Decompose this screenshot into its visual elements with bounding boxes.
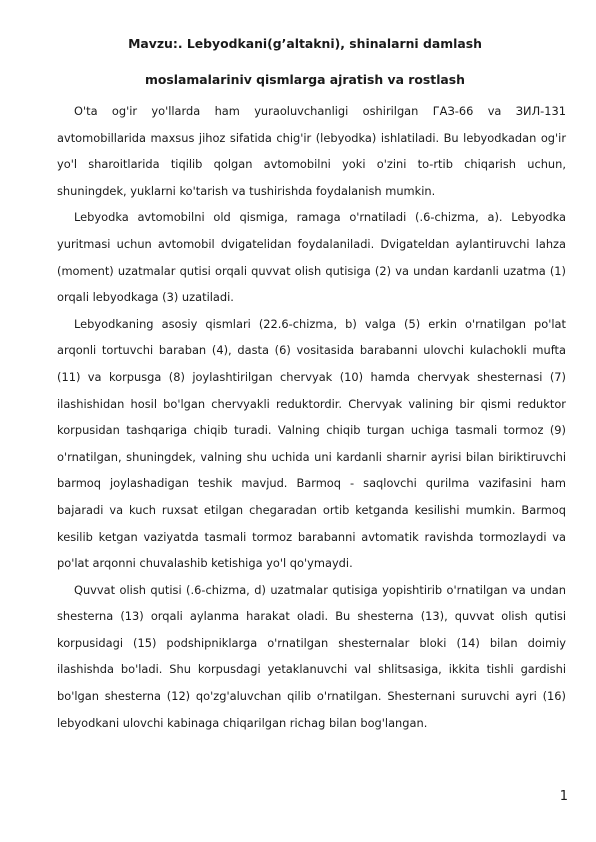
paragraph-3: Lebyodkaning asosiy qismlari (22.6-chizma, b) valga (5) erkin o'rnatilgan po'lat arqonli tortuvchi baraban (4), dasta (6) vositasida barabanni ulovchi kulachokli mufta (11) va korpusga (8) joylashtirilgan chervyak (10) hamda chervyak shesternasi (7) ilashishidan hosil bo'lgan chervyakli reduktordir. Chervyak valining bir qismi reduktor korpusidan tashqariga chiqib turadi. Valning chiqib turgan uchiga tasmali tormoz (9) o'rnatilgan, shuningdek, valning shu uchida uni kardanli sharnir ayrisi bilan biriktiruvchi barmoq joylashadigan teshik mavjud. Barmoq - saqlovchi qurilma vazifasini ham bajaradi va kuch ruxsat etilgan chegaradan ortib ketganda kesilishi mumkin. Barmoq kesilib ketgan vaziyatda tasmali tormoz barabanni avtomatik ravishda tormozlaydi va po'lat arqonni chuvalashib ketishiga yo'l qo'ymaydi. <box>57 316 566 571</box>
page-title <box>60 26 550 98</box>
title-line-1: Mavzu:. Lebyodkani(g’altakni), shinalarni damlash <box>128 36 482 51</box>
paragraph-2: Lebyodka avtomobilni old qismiga, ramaga o'rnatiladi (.6-chizma, a). Lebyodka yuritmasi uchun avtomobil dvigatelidan foydalaniladi. Dvigateldan aylantiruvchi lahza (moment) uzatmalar qutisi orqali quvvat olish qutisiga (2) va undan kardanli uzatma (1) orqali lebyodkaga (3) uzatiladi. <box>57 210 566 305</box>
title-line-2: moslamalariniv qismlarga ajratish va rostlash <box>144 72 465 87</box>
paragraph-1: O'ta og'ir yo'llarda ham yuraoluvchanligi oshirilgan ГАЗ-66 va ЗИЛ-131 avtomobillarida maxsus jihoz sifatida chig'ir (lebyodka) ishlatiladi. Bu lebyodkadan og'ir yo'l sharoitlarida tiqilib qolgan avtomobilni yoki o'zini to-rtib chiqarish uchun, shuningdek, yuklarni ko'tarish va tushirishda foydalanish mumkin. <box>57 104 566 198</box>
body-text <box>57 98 566 736</box>
paragraph-4: Quvvat olish qutisi (.6-chizma, d) uzatmalar qutisiga yopishtirib o'rnatilgan va undan shesterna (13) orqali aylanma harakat oladi. Bu shesterna (13), quvvat olish qutisi korpusidagi (15) podshipniklarga o'rnatilgan shesternalar bloki (14) bilan doimiy ilashishda bo'ladi. Shu korpusdagi yetaklanuvchi val shlitsasiga, ikkita tishli gardishi bo'lgan shesterna (12) qo'zg'aluvchan qilib o'rnatilgan. Shesternani suruvchi ayri (16) lebyodkani ulovchi kabinaga chiqarilgan richag bilan bog'langan. <box>57 582 566 730</box>
page-number: 1 <box>559 789 568 804</box>
